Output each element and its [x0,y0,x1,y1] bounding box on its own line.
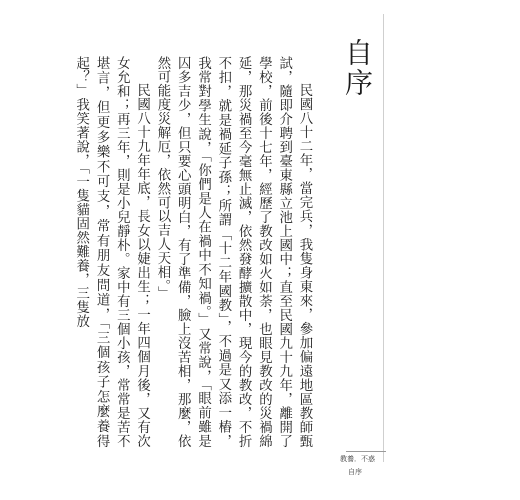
footer-chapter-label: 自序 [348,468,362,476]
footer-book-title: 教養．不惑 [340,455,375,463]
paragraph-2: 民國八十九年年底，長女以婕出生；一年四個月後，又有次女允和；再三年，則是小兒靜朴。家中有三個小孩，常常是苦不堪言，但更多樂不可支，常有朋友問道，「三個孩子怎麼養得起？」我笑著說，「一隻貓固然難養，三隻放 [73,56,150,448]
footer-rule [346,451,386,452]
heading-divider-rule [383,14,384,462]
paragraph-1: 民國八十二年，當完兵，我隻身東來，參加偏遠地區教師甄試，隨即介聘到臺東縣立池上國中；直至民國九十九年，離開了學校，前後十七年，經歷了教改如火如荼，也眼見教改的災禍綿延，那災禍至今毫無止滅，依然發酵擴散中，現今的教改，不折不扣，就是禍延子孫；所謂「十二年國教」，不過是又添一樁，我常對學生說，「你們是人在禍中不知禍。」又常說，「眼前雖是囚多吉少，但只要心頭明白，有了準備，臉上沒苦相，那麼，依然可能度災解厄，依然可以吉人天相。」 [154,56,312,448]
body-text [70,56,314,448]
chapter-heading: 自序 [341,38,374,98]
